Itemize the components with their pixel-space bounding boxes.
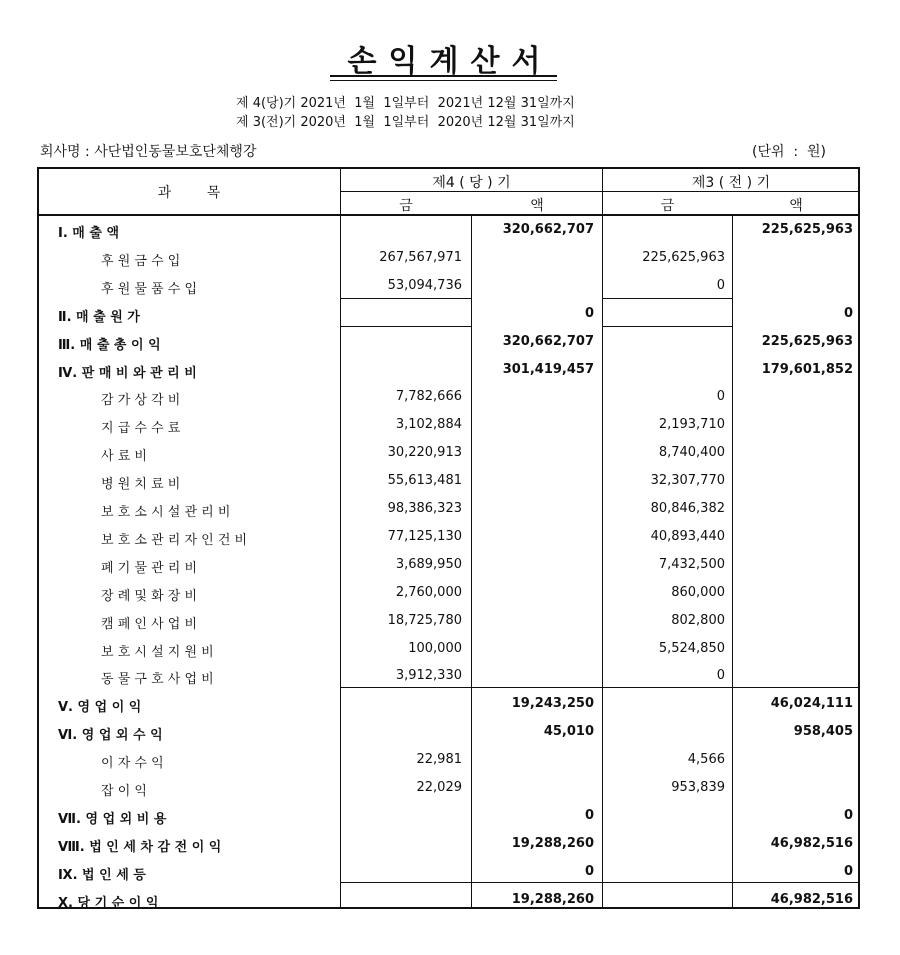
account-name: Ⅲ. 매 출 총 이 익 bbox=[58, 337, 161, 353]
account-name: Ⅵ. 영 업 외 수 익 bbox=[58, 728, 163, 744]
account-name: Ⅷ. 법 인 세 차 감 전 이 익 bbox=[58, 839, 222, 855]
table-row bbox=[0, 523, 900, 551]
amount-cell: 19,288,260 bbox=[511, 835, 594, 851]
account-name: 동 물 구 호 사 업 비 bbox=[101, 672, 214, 688]
account-name: Ⅸ. 법 인 세 등 bbox=[58, 867, 146, 883]
account-name: 폐 기 물 관 리 비 bbox=[101, 560, 198, 576]
amount-cell: 45,010 bbox=[543, 724, 594, 740]
table-row bbox=[0, 272, 900, 300]
amount-cell: 77,125,130 bbox=[387, 528, 462, 544]
amount-cell: 0 bbox=[716, 389, 725, 405]
amount-cell: 8,740,400 bbox=[658, 445, 725, 461]
amount-cell: 19,288,260 bbox=[511, 891, 594, 907]
amount-cell: 46,982,516 bbox=[770, 835, 853, 851]
amount-cell: 225,625,963 bbox=[642, 249, 725, 265]
amount-cell: 30,220,913 bbox=[387, 445, 462, 461]
amount-cell: 7,432,500 bbox=[658, 556, 725, 572]
amount-cell: 98,386,323 bbox=[387, 501, 462, 516]
account-name: 이 자 수 익 bbox=[101, 756, 164, 772]
account-name: 보 호 시 설 지 원 비 bbox=[101, 644, 214, 660]
period-previous: 제 3(전)기 2020년 1월 1일부터 2020년 12월 31일까지 bbox=[236, 115, 575, 130]
account-name: Ⅴ. 영 업 이 익 bbox=[58, 700, 142, 716]
account-name: 보 호 소 시 설 관 리 비 bbox=[101, 505, 231, 520]
amount-cell: 46,024,111 bbox=[770, 696, 853, 712]
account-name: Ⅱ. 매 출 원 가 bbox=[58, 309, 140, 325]
amount-cell: 3,912,330 bbox=[395, 668, 462, 684]
table-row bbox=[0, 635, 900, 663]
account-name: 장 례 및 화 장 비 bbox=[101, 588, 198, 604]
table-row bbox=[0, 830, 900, 858]
table-row bbox=[0, 607, 900, 635]
amount-cell: 0 bbox=[584, 305, 594, 321]
amount-cell: 225,625,963 bbox=[761, 222, 853, 237]
document-title: 손익계산서 bbox=[347, 44, 553, 79]
amount-cell: 2,760,000 bbox=[395, 584, 462, 600]
amount-cell: 53,094,736 bbox=[387, 277, 462, 293]
table-row bbox=[0, 467, 900, 495]
table-row bbox=[0, 356, 900, 384]
amount-cell: 0 bbox=[843, 863, 853, 879]
amount-cell: 18,725,780 bbox=[387, 612, 462, 628]
header-previous-period: 제3 ( 전 ) 기 bbox=[691, 175, 771, 191]
amount-cell: 100,000 bbox=[408, 640, 462, 656]
amount-cell: 0 bbox=[716, 668, 725, 684]
account-name: 보 호 소 관 리 자 인 건 비 bbox=[101, 532, 248, 548]
table-row bbox=[0, 495, 900, 523]
amount-cell: 0 bbox=[584, 807, 594, 823]
amount-cell: 0 bbox=[584, 863, 594, 879]
table-row bbox=[0, 746, 900, 774]
amount-cell: 860,000 bbox=[671, 584, 725, 600]
amount-cell: 5,524,850 bbox=[658, 640, 725, 656]
period-current: 제 4(당)기 2021년 1월 1일부터 2021년 12월 31일까지 bbox=[236, 96, 575, 111]
header-amount-left: 금 bbox=[399, 198, 413, 214]
table-row bbox=[0, 774, 900, 802]
table-row bbox=[0, 216, 900, 244]
amount-cell: 7,782,666 bbox=[395, 389, 462, 405]
table-row bbox=[0, 690, 900, 718]
account-name: 병 원 치 료 비 bbox=[101, 477, 181, 493]
header-amount-right: 액 bbox=[530, 198, 544, 214]
header-amount-left: 금 bbox=[660, 198, 675, 214]
amount-cell: 19,243,250 bbox=[511, 696, 594, 712]
header-amount-right: 액 bbox=[789, 198, 803, 214]
account-name: 캠 페 인 사 업 비 bbox=[101, 616, 198, 632]
amount-cell: 4,566 bbox=[687, 752, 725, 768]
account-name: 지 급 수 수 료 bbox=[101, 421, 181, 437]
table-row bbox=[0, 439, 900, 467]
amount-cell: 179,601,852 bbox=[761, 361, 853, 377]
amount-cell: 320,662,707 bbox=[502, 222, 594, 237]
table-row bbox=[0, 244, 900, 272]
table-row bbox=[0, 579, 900, 607]
table-row bbox=[0, 802, 900, 830]
account-name: 후 원 물 품 수 입 bbox=[101, 281, 198, 297]
amount-cell: 225,625,963 bbox=[761, 333, 853, 349]
amount-cell: 958,405 bbox=[793, 724, 853, 740]
amount-cell: 2,193,710 bbox=[658, 417, 725, 433]
table-row bbox=[0, 300, 900, 328]
amount-cell: 267,567,971 bbox=[379, 249, 462, 265]
company-name: 회사명 : 사단법인동물보호단체행강 bbox=[40, 144, 257, 160]
account-name: Ⅶ. 영 업 외 비 용 bbox=[58, 811, 167, 827]
account-name: Ⅳ. 판 매 비 와 관 리 비 bbox=[58, 365, 197, 381]
account-name: 후 원 금 수 입 bbox=[101, 253, 181, 269]
header-subject: 과 목 bbox=[157, 185, 221, 201]
amount-cell: 46,982,516 bbox=[770, 891, 853, 907]
account-name: Ⅹ. 당 기 순 이 익 bbox=[58, 895, 159, 911]
amount-cell: 0 bbox=[716, 277, 725, 293]
amount-cell: 22,981 bbox=[416, 752, 462, 768]
amount-cell: 301,419,457 bbox=[502, 361, 594, 377]
amount-cell: 80,846,382 bbox=[650, 501, 725, 516]
amount-cell: 802,800 bbox=[671, 612, 725, 628]
table-row bbox=[0, 662, 900, 690]
table-row bbox=[0, 718, 900, 746]
amount-cell: 22,029 bbox=[416, 780, 462, 795]
amount-cell: 3,102,884 bbox=[395, 417, 462, 433]
table-row bbox=[0, 411, 900, 439]
amount-cell: 40,893,440 bbox=[650, 528, 725, 544]
account-name: 감 가 상 각 비 bbox=[101, 393, 181, 409]
unit-label: (단위 : 원) bbox=[752, 144, 827, 160]
table-row bbox=[0, 858, 900, 886]
header-current-period: 제4 ( 당 ) 기 bbox=[432, 175, 511, 191]
table-row bbox=[0, 328, 900, 356]
amount-cell: 320,662,707 bbox=[502, 333, 594, 349]
amount-cell: 0 bbox=[843, 305, 853, 321]
table-row bbox=[0, 886, 900, 914]
amount-cell: 55,613,481 bbox=[387, 473, 462, 489]
amount-cell: 3,689,950 bbox=[395, 556, 462, 572]
account-name: 사 료 비 bbox=[101, 449, 147, 465]
amount-cell: 953,839 bbox=[671, 780, 725, 795]
table-row bbox=[0, 383, 900, 411]
title-underline-thin bbox=[330, 80, 557, 81]
table-row bbox=[0, 551, 900, 579]
account-name: 잡 이 익 bbox=[101, 784, 147, 799]
account-name: Ⅰ. 매 출 액 bbox=[58, 226, 120, 241]
title-underline bbox=[330, 75, 557, 77]
amount-cell: 0 bbox=[843, 807, 853, 823]
amount-cell: 32,307,770 bbox=[650, 473, 725, 489]
